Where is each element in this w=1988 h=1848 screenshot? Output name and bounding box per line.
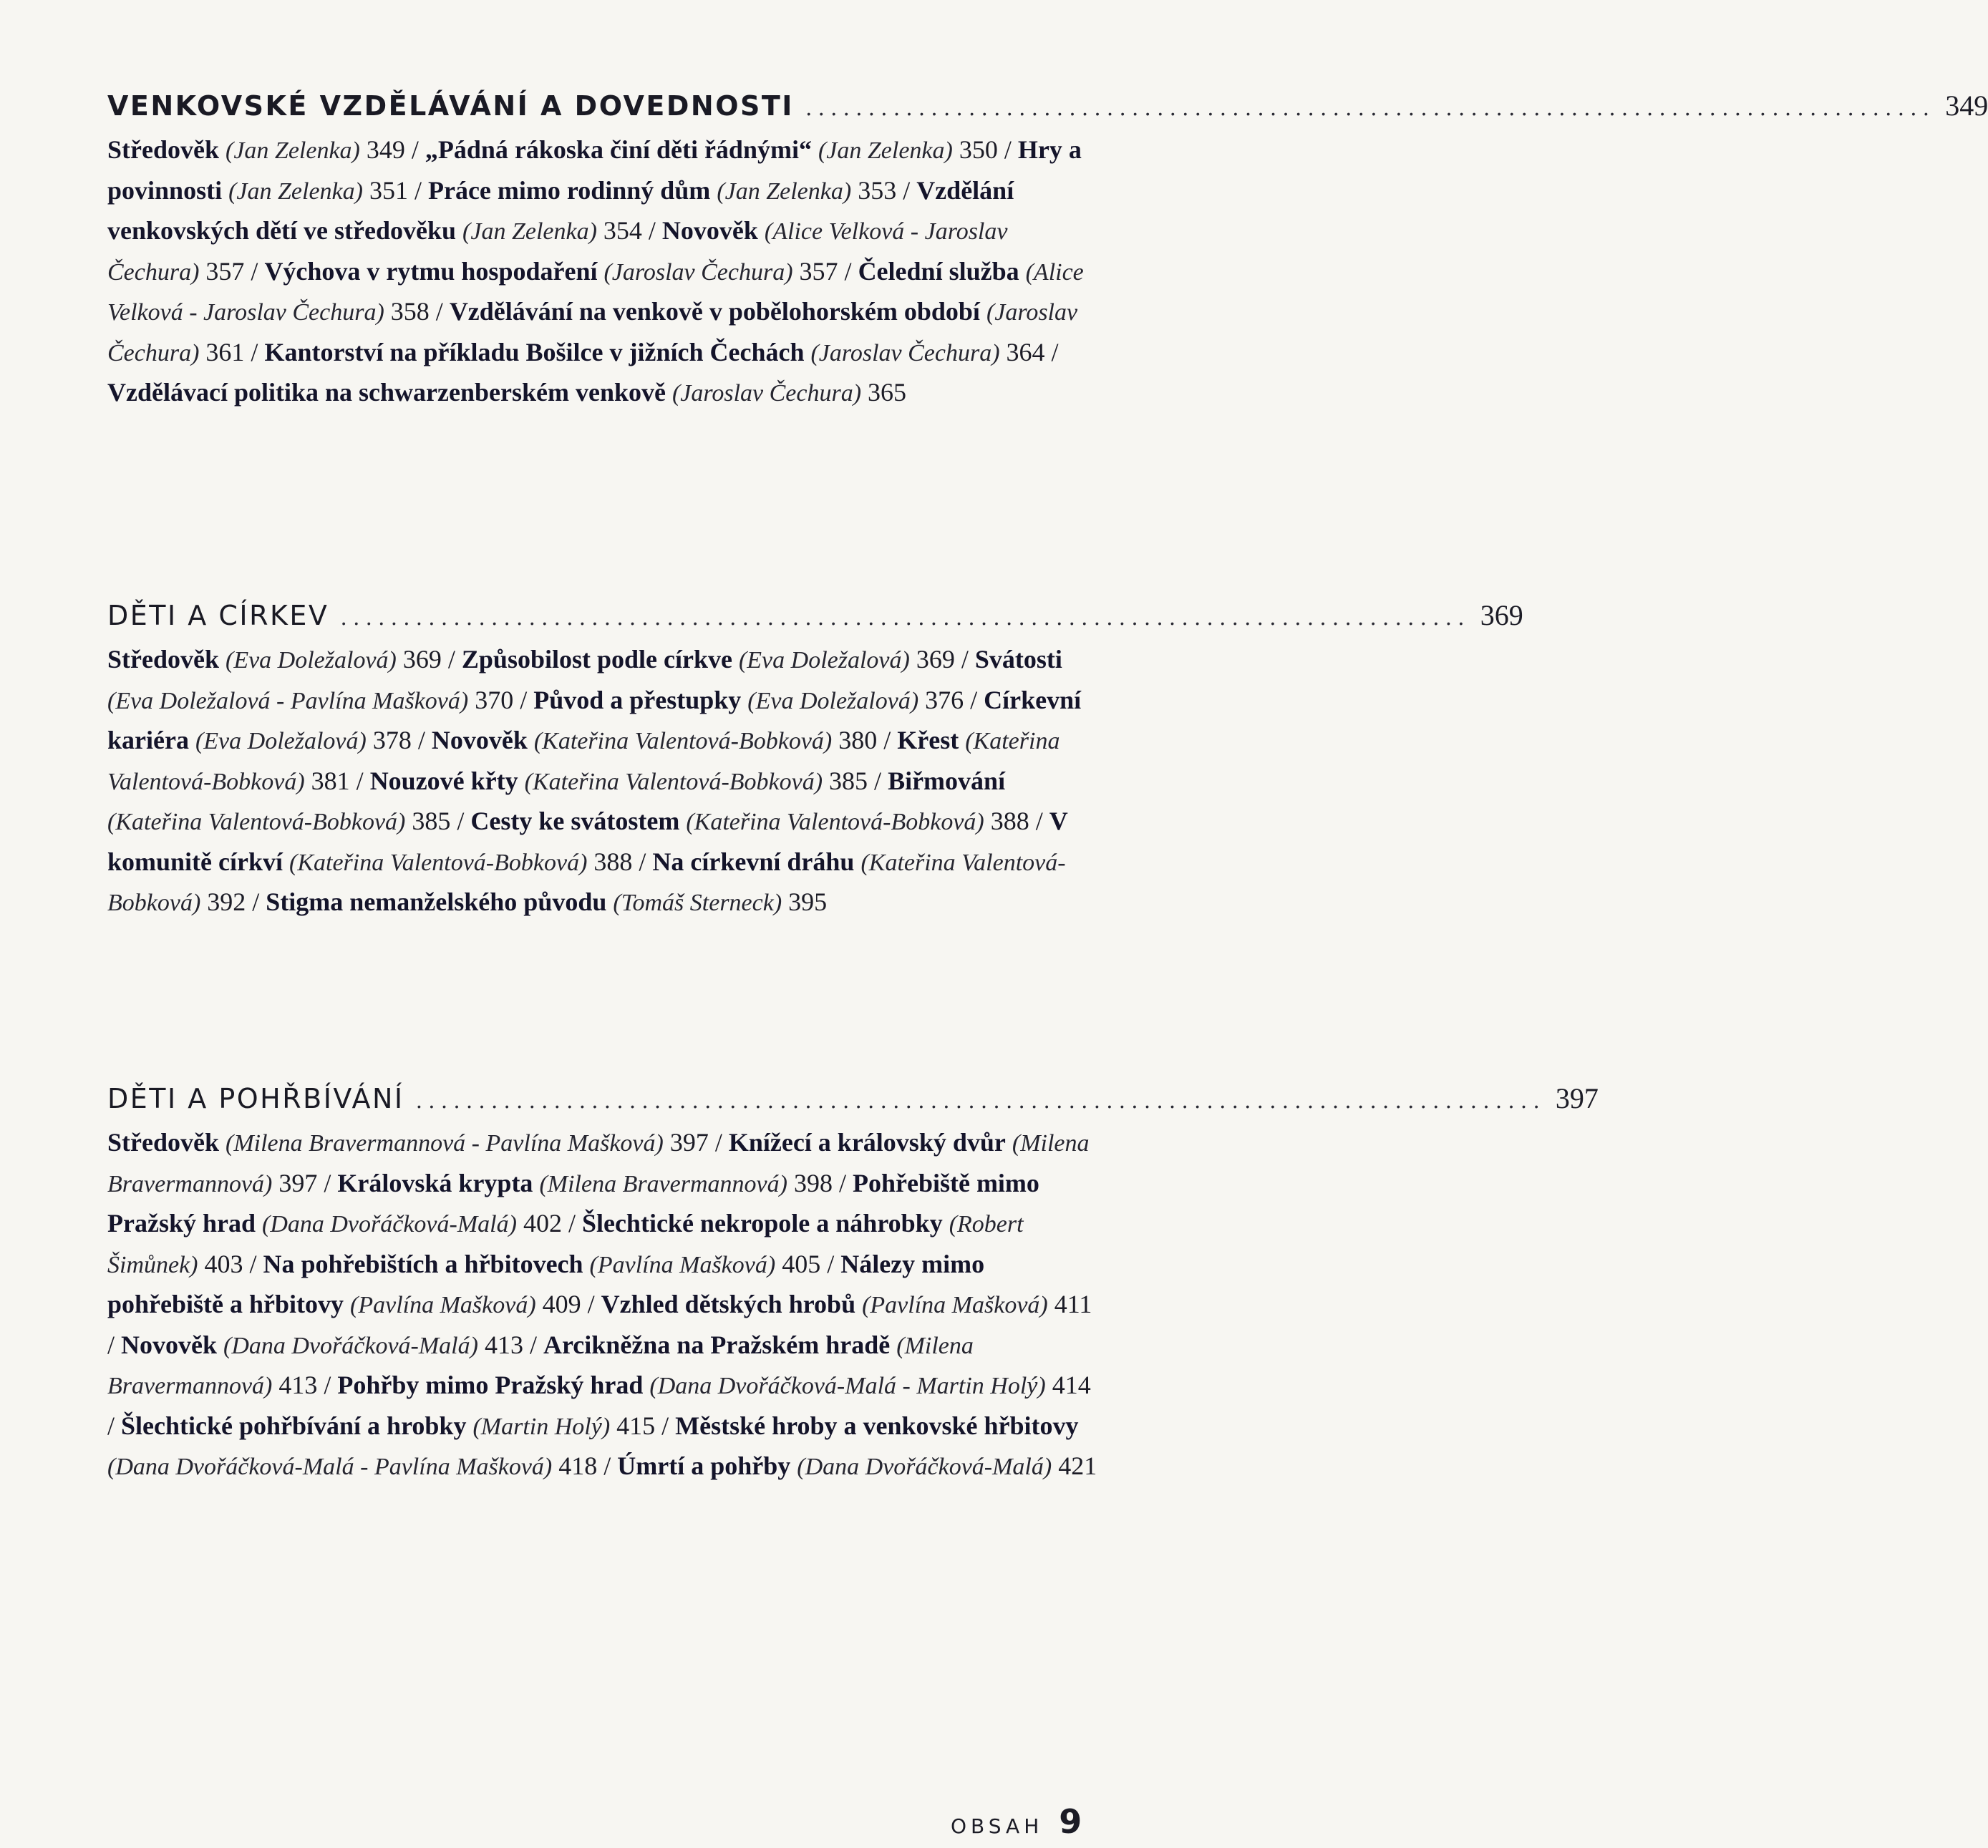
entry-separator: / [317, 1168, 338, 1197]
entry-title: Nouzové křty [369, 766, 518, 795]
entry-page-number: 385 [412, 807, 451, 835]
entry-author: (Eva Doležalová - Pavlína Mašková) [107, 687, 469, 714]
entry-separator: / [597, 1451, 618, 1480]
entry-separator: / [107, 1411, 122, 1440]
entry-separator: / [441, 645, 462, 673]
entry-author: (Jaroslav Čechura) [671, 380, 862, 407]
entry-separator: / [655, 1411, 676, 1440]
entry-page-number: 397 [669, 1128, 709, 1157]
entry-separator: / [641, 216, 662, 245]
entry-separator: / [407, 175, 428, 205]
entry-title: Cesty ke svátostem [470, 807, 680, 835]
entry-page-number: 370 [475, 685, 514, 714]
entry-author: (Milena Bravermannová - Pavlína Mašková) [226, 1130, 664, 1157]
entry-page-number: 353 [858, 175, 897, 205]
entry-author: (Pavlína Mašková) [589, 1251, 776, 1278]
entry-author: (Jaroslav Čechura) [603, 258, 793, 286]
entry-title: Středověk [107, 645, 219, 673]
toc-entry [121, 1331, 523, 1359]
entry-author: (Jaroslav Čechura) [810, 339, 1000, 366]
section-title: DĚTI A POHŘBÍVÁNÍ [107, 1083, 404, 1114]
entry-page-number: 421 [1058, 1451, 1097, 1480]
entry-separator: / [244, 256, 265, 286]
entry-author: (Jan Zelenka) [717, 177, 852, 205]
entry-author: (Dana Dvořáčková-Malá) [223, 1332, 478, 1359]
entry-separator: / [1044, 337, 1059, 366]
dot-leader: .......................................................................................... [340, 606, 1470, 631]
entry-author: (Milena Bravermannová) [539, 1170, 787, 1197]
entry-separator: / [107, 1330, 122, 1359]
entry-title: Úmrtí a pohřby [617, 1451, 791, 1480]
toc-entry [107, 1128, 709, 1157]
entry-page-number: 358 [390, 297, 430, 326]
entry-page-number: 350 [959, 135, 998, 164]
entry-separator: / [523, 1330, 543, 1359]
entry-page-number: 414 [1052, 1371, 1091, 1399]
entry-separator: / [246, 887, 266, 916]
toc-entry [107, 378, 906, 407]
toc-section [107, 1077, 1599, 1487]
entry-separator: / [450, 807, 471, 835]
page-footer [951, 1802, 1082, 1841]
entry-page-number: 397 [278, 1168, 318, 1197]
entry-author: (Kateřina Valentová-Bobková) [686, 809, 984, 835]
toc-entry [370, 767, 868, 795]
section-entries [107, 130, 1102, 414]
entry-title: Novověk [431, 726, 528, 754]
entry-author: (Dana Dvořáčková-Malá - Martin Holý) [649, 1373, 1046, 1399]
entry-author: (Jaroslav Čechura) [107, 299, 1078, 366]
section-title: VENKOVSKÉ VZDĚLÁVÁNÍ A DOVEDNOSTI [107, 90, 794, 122]
entry-author: (Alice Velková - Jaroslav Čechura) [107, 258, 1084, 326]
section-heading [107, 594, 1523, 637]
entry-author: (Eva Doležalová) [195, 728, 367, 754]
entry-author: (Martin Holý) [472, 1413, 611, 1440]
entry-separator: / [954, 645, 975, 673]
entry-title: Práce mimo rodinný dům [427, 175, 711, 205]
entry-title: Původ a přestupky [533, 685, 742, 714]
entry-author: (Eva Doležalová) [738, 647, 910, 673]
toc-section [107, 84, 1988, 414]
entry-author: (Eva Doležalová) [226, 647, 397, 673]
entry-page-number: 351 [369, 175, 408, 205]
entry-title: Středověk [107, 135, 219, 164]
entry-title: Na pohřebištích a hřbitovech [263, 1249, 583, 1278]
entry-author: (Pavlína Mašková) [350, 1292, 536, 1318]
entry-page-number: 411 [1054, 1290, 1092, 1318]
entry-author: (Kateřina Valentová-Bobková) [524, 768, 823, 795]
entry-page-number: 413 [278, 1371, 318, 1399]
entry-author: (Dana Dvořáčková-Malá - Pavlína Mašková) [107, 1454, 553, 1480]
entry-page-number: 378 [372, 726, 412, 754]
toc-entry [425, 135, 998, 164]
entry-page-number: 403 [204, 1249, 243, 1278]
entry-page-number: 349 [366, 135, 405, 164]
entry-page-number: 415 [616, 1411, 656, 1440]
entry-separator: / [896, 175, 917, 205]
entry-author: (Kateřina Valentová-Bobková) [533, 728, 833, 754]
entry-title: Šlechtické pohřbívání a hrobky [121, 1411, 467, 1440]
entry-page-number: 395 [788, 887, 828, 916]
entry-separator: / [832, 1168, 853, 1197]
entry-title: „Pádná rákoska činí děti řádnými“ [425, 135, 812, 164]
section-title: DĚTI A CÍRKEV [107, 600, 329, 631]
entry-title: Novověk [121, 1330, 218, 1359]
entry-title: V komunitě církví [107, 807, 1068, 876]
entry-page-number: 365 [868, 378, 907, 407]
entry-page-number: 369 [402, 645, 442, 673]
entry-page-number: 380 [838, 726, 878, 754]
entry-separator: / [561, 1209, 582, 1237]
toc-entry [264, 338, 1044, 366]
entry-title: Stigma nemanželského původu [266, 887, 607, 916]
entry-author: (Robert Šimůnek) [107, 1211, 1024, 1278]
toc-section [107, 594, 1523, 923]
toc-entry [266, 887, 827, 916]
entry-page-number: 388 [593, 847, 633, 876]
entry-page-number: 385 [829, 766, 868, 795]
entry-page-number: 364 [1006, 337, 1045, 366]
entry-title: Vzhled dětských hrobů [601, 1290, 856, 1318]
entry-title: Městské hroby a venkovské hřbitovy [675, 1411, 1079, 1440]
entry-page-number: 398 [793, 1168, 833, 1197]
section-entries [107, 1123, 1102, 1487]
entry-author: (Jan Zelenka) [462, 218, 597, 245]
entry-title: Pohřebiště mimo Pražský hrad [107, 1168, 1039, 1237]
page-number: 9 [1059, 1802, 1082, 1841]
entry-separator: / [513, 685, 534, 714]
entry-author: (Tomáš Sterneck) [613, 890, 782, 916]
entry-page-number: 369 [916, 645, 955, 673]
section-heading [107, 84, 1988, 127]
entry-title: Výchova v rytmu hospodaření [264, 256, 598, 286]
section-page-number: 349 [1945, 89, 1988, 122]
entry-title: Nálezy mimo pohřebiště a hřbitovy [107, 1249, 985, 1318]
entry-separator: / [244, 337, 265, 366]
toc-entry [337, 1169, 833, 1197]
entry-title: Knížecí a královský dvůr [728, 1128, 1006, 1157]
toc-entry [107, 135, 405, 164]
entry-author: (Pavlína Mašková) [862, 1292, 1048, 1318]
entry-title: Čelední služba [858, 256, 1019, 286]
entry-separator: / [877, 726, 898, 754]
entry-title: Vzdělávací politika na schwarzenberském venkově [107, 378, 666, 407]
entry-author: (Dana Dvořáčková-Malá) [262, 1211, 517, 1237]
toc-entry [462, 645, 955, 673]
entry-page-number: 354 [603, 216, 642, 245]
toc-entry [264, 257, 838, 286]
entry-separator: / [868, 766, 888, 795]
entry-page-number: 381 [311, 766, 350, 795]
section-entries [107, 640, 1102, 923]
entry-title: Novověk [661, 216, 758, 245]
entry-author: (Milena Bravermannová) [107, 1130, 1090, 1197]
entry-title: Královská krypta [337, 1168, 533, 1197]
entry-author: (Kateřina Valentová-Bobková) [289, 849, 588, 876]
toc-entry [428, 176, 896, 205]
entry-separator: / [632, 847, 653, 876]
toc-entry [121, 1411, 655, 1440]
entry-page-number: 361 [205, 337, 245, 366]
entry-separator: / [1029, 807, 1049, 835]
toc-entry [107, 645, 442, 673]
entry-page-number: 357 [205, 256, 245, 286]
entry-author: (Eva Doležalová) [747, 687, 919, 714]
entry-title: Vzdělávání na venkově v pobělohorském období [449, 297, 980, 326]
entry-author: (Milena Bravermannová) [107, 1332, 974, 1399]
entry-title: Kantorství na příkladu Bošilce v jižních Čechách [264, 337, 805, 366]
entry-title: Středověk [107, 1128, 219, 1157]
entry-page-number: 376 [925, 685, 964, 714]
entry-separator: / [838, 256, 858, 286]
toc-entry [263, 1250, 821, 1278]
entry-page-number: 402 [523, 1209, 562, 1237]
entry-author: (Kateřina Valentová-Bobková) [107, 728, 1060, 795]
entry-separator: / [404, 135, 425, 164]
entry-title: Hry a povinnosti [107, 135, 1082, 205]
entry-separator: / [429, 297, 450, 326]
section-page-number: 397 [1555, 1082, 1599, 1114]
entry-title: Šlechtické nekropole a náhrobky [581, 1209, 943, 1237]
section-heading [107, 1077, 1599, 1120]
entry-title: Biřmování [888, 766, 1006, 795]
entry-title: Způsobilost podle církve [461, 645, 732, 673]
running-footer-label: OBSAH [951, 1814, 1044, 1838]
toc-entry [432, 726, 877, 754]
entry-title: Na církevní dráhu [652, 847, 855, 876]
entry-separator: / [997, 135, 1018, 164]
entry-separator: / [317, 1371, 338, 1399]
entry-author: (Kateřina Valentová-Bobková) [107, 809, 406, 835]
toc-entry [470, 807, 1029, 835]
entry-page-number: 418 [558, 1451, 598, 1480]
dot-leader: .......................................................................................... [415, 1089, 1546, 1114]
entry-title: Křest [897, 726, 959, 754]
entry-page-number: 357 [799, 256, 838, 286]
entry-author: (Jan Zelenka) [226, 137, 360, 164]
entry-title: Pohřby mimo Pražský hrad [337, 1371, 644, 1399]
entry-page-number: 388 [990, 807, 1029, 835]
entry-page-number: 409 [542, 1290, 581, 1318]
dot-leader: .......................................................................................... [805, 96, 1936, 121]
toc-entry [337, 1371, 1090, 1399]
entry-separator: / [349, 766, 370, 795]
entry-author: (Jan Zelenka) [228, 177, 363, 205]
entry-author: (Dana Dvořáčková-Malá) [797, 1454, 1052, 1480]
entry-author: (Kateřina Valentová-Bobková) [107, 849, 1066, 916]
toc-entry [533, 686, 964, 714]
entry-separator: / [964, 685, 984, 714]
entry-page-number: 413 [484, 1330, 523, 1359]
entry-author: (Jan Zelenka) [818, 137, 953, 164]
entry-separator: / [581, 1290, 601, 1318]
entry-separator: / [708, 1128, 729, 1157]
entry-title: Vzdělání venkovských dětí ve středověku [107, 175, 1014, 245]
entry-page-number: 392 [207, 887, 246, 916]
entry-separator: / [411, 726, 432, 754]
toc-entry [617, 1451, 1097, 1480]
toc-entry [601, 1290, 1092, 1318]
entry-title: Svátosti [974, 645, 1062, 673]
entry-separator: / [243, 1249, 263, 1278]
entry-separator: / [820, 1249, 841, 1278]
entry-title: Arcikněžna na Pražském hradě [543, 1330, 891, 1359]
entry-author: (Alice Velková - Jaroslav Čechura) [107, 218, 1008, 286]
entry-title: Církevní kariéra [107, 685, 1082, 754]
entry-page-number: 405 [782, 1249, 821, 1278]
section-page-number: 369 [1480, 599, 1523, 631]
